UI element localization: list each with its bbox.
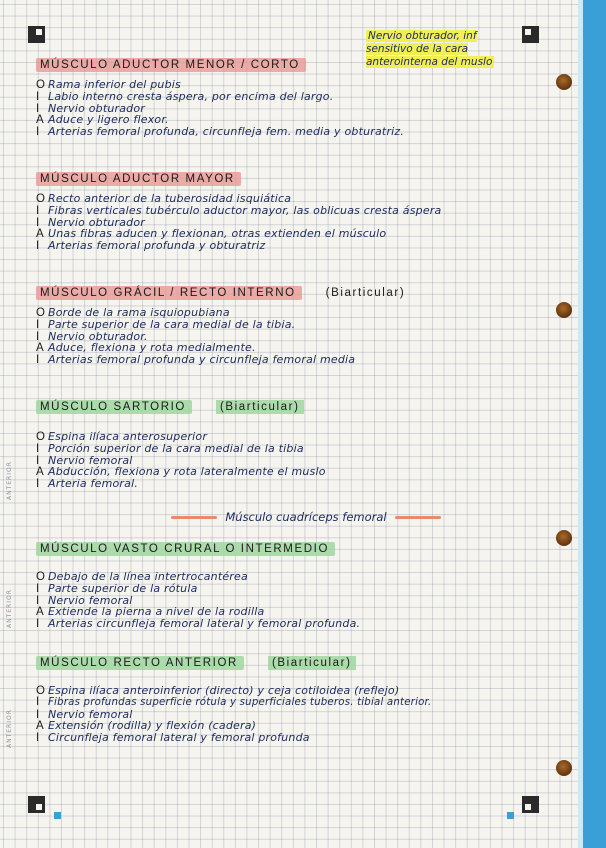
section-heading	[36, 540, 556, 558]
item-letter: I	[36, 204, 40, 217]
item-text: Rama inferior del pubis	[48, 78, 181, 91]
item-text: Abducción, flexiona y rota lateralmente el muslo	[48, 465, 326, 479]
list-item	[36, 617, 556, 629]
section-title: MÚSCULO SARTORIO	[36, 400, 192, 414]
section-heading	[36, 398, 556, 416]
list-item	[36, 465, 556, 477]
item-text: Recto anterior de la tuberosidad isquiática	[48, 192, 292, 205]
item-text: Nervio femoral	[48, 453, 133, 467]
list-item	[36, 204, 556, 216]
binder-hole	[556, 760, 572, 776]
section-items	[36, 306, 556, 365]
item-text: Extiende la pierna a nivel de la rodilla	[48, 605, 265, 619]
item-letter: I	[36, 594, 40, 607]
list-item	[36, 78, 556, 90]
item-letter: A	[36, 342, 44, 355]
corner-marker-icon	[28, 796, 45, 813]
list-item	[36, 582, 556, 594]
list-item	[36, 605, 556, 617]
item-text: Parte superior de la cara medial de la tibia.	[48, 317, 296, 331]
item-text: Nervio femoral	[48, 707, 133, 721]
item-text: Fibras verticales tubérculo aductor mayor, las oblicuas cresta áspera	[48, 203, 442, 217]
item-letter: O	[36, 431, 45, 443]
corner-marker-icon	[28, 26, 45, 43]
section-items	[36, 78, 556, 137]
item-letter: O	[36, 79, 45, 91]
item-text: Extensión (rodilla) y flexión (cadera)	[48, 719, 257, 733]
list-item	[36, 227, 556, 239]
subheading-cuadriceps	[146, 510, 466, 524]
list-item	[36, 442, 556, 454]
section-heading	[36, 56, 556, 74]
section-recto-anterior	[36, 654, 556, 743]
section-heading	[36, 284, 556, 302]
item-text: Aduce, flexiona y rota medialmente.	[48, 341, 256, 355]
blue-square-marker	[507, 812, 514, 819]
list-item	[36, 430, 556, 442]
list-item	[36, 477, 556, 489]
list-item	[36, 341, 556, 353]
section-heading	[36, 170, 556, 188]
item-letter: I	[36, 318, 40, 331]
section-items	[36, 570, 556, 629]
list-item	[36, 125, 556, 137]
item-letter: O	[36, 685, 45, 697]
item-text: Arterias femoral profunda y obturatriz	[48, 239, 266, 253]
binder-hole	[556, 74, 572, 90]
item-letter: I	[36, 454, 40, 467]
item-text: Borde de la rama isquiopubiana	[48, 306, 230, 319]
margin-label: ANTERIOR	[6, 589, 13, 628]
section-tag: (Biarticular)	[268, 656, 356, 670]
decorative-bar	[171, 516, 217, 519]
item-text: Porción superior de la cara medial de la tibia	[48, 441, 304, 455]
item-letter: A	[36, 606, 44, 619]
section-items	[36, 192, 556, 251]
item-letter: I	[36, 732, 40, 745]
section-gracil	[36, 284, 556, 365]
section-sartorio	[36, 398, 556, 489]
item-text: Arterias circunfleja femoral lateral y femoral profunda.	[48, 617, 361, 631]
blue-square-marker	[54, 812, 61, 819]
section-title: MÚSCULO ADUCTOR MENOR / CORTO	[36, 58, 306, 72]
item-text: Nervio femoral	[48, 593, 133, 607]
item-letter: I	[36, 708, 40, 721]
section-title: MÚSCULO ADUCTOR MAYOR	[36, 172, 241, 186]
list-item	[36, 102, 556, 114]
list-item	[36, 731, 556, 743]
item-letter: I	[36, 330, 40, 343]
section-tag: (Biarticular)	[216, 400, 304, 414]
item-letter: O	[36, 307, 45, 319]
section-vasto-crural	[36, 540, 556, 629]
list-item	[36, 318, 556, 330]
item-text: Circunfleja femoral lateral y femoral profunda	[48, 731, 310, 745]
list-item	[36, 113, 556, 125]
section-items	[36, 430, 556, 489]
section-heading	[36, 654, 556, 672]
list-item	[36, 696, 556, 708]
item-text: Nervio obturador	[48, 101, 146, 115]
item-text: Fibras profundas superficie rótula y superficiales tuberos. tibial anterior.	[48, 696, 432, 708]
list-item	[36, 719, 556, 731]
item-letter: I	[36, 582, 40, 595]
item-letter: A	[36, 720, 44, 733]
list-item	[36, 454, 556, 466]
item-text: Arterias femoral profunda, circunfleja fem. media y obturatriz.	[48, 125, 405, 139]
item-letter: I	[36, 240, 40, 253]
list-item	[36, 684, 556, 696]
item-text: Unas fibras aducen y flexionan, otras extienden el músculo	[48, 227, 387, 241]
section-title: MÚSCULO RECTO ANTERIOR	[36, 656, 244, 670]
item-letter: A	[36, 466, 44, 479]
item-text: Labio interno cresta áspera, por encima del largo.	[48, 89, 334, 103]
margin-label: ANTERIOR	[6, 461, 13, 500]
section-tag: (Biarticular)	[325, 287, 406, 299]
list-item	[36, 594, 556, 606]
notebook-binding-strip	[578, 0, 606, 848]
item-letter: I	[36, 90, 40, 103]
item-letter: O	[36, 571, 45, 583]
binder-hole	[556, 530, 572, 546]
item-text: Arterias femoral profunda y circunfleja femoral media	[48, 353, 356, 367]
binder-hole	[556, 302, 572, 318]
section-items	[36, 684, 556, 743]
item-letter: I	[36, 618, 40, 631]
list-item	[36, 330, 556, 342]
item-letter: I	[36, 478, 40, 491]
list-item	[36, 353, 556, 365]
item-text: Espina ilíaca anteroinferior (directo) y ceja cotiloidea (reflejo)	[48, 684, 400, 697]
item-letter: A	[36, 114, 44, 127]
item-text: Nervio obturador.	[48, 329, 148, 343]
section-aductor-menor	[36, 56, 556, 137]
list-item	[36, 90, 556, 102]
item-text: Parte superior de la rótula	[48, 581, 198, 595]
section-aductor-mayor	[36, 170, 556, 251]
list-item	[36, 216, 556, 228]
side-note-text: Nervio obturador, inf sensitivo de la cara anterointerna del muslo	[366, 30, 493, 68]
list-item	[36, 192, 556, 204]
subheading-label: Músculo cuadríceps femoral	[225, 510, 387, 524]
margin-label: ANTERIOR	[6, 709, 13, 748]
list-item	[36, 239, 556, 251]
item-letter: O	[36, 193, 45, 205]
item-letter: I	[36, 126, 40, 139]
item-text: Nervio obturador	[48, 215, 146, 229]
item-letter: I	[36, 216, 40, 229]
item-letter: I	[36, 442, 40, 455]
item-letter: I	[36, 695, 40, 708]
item-text: Espina ilíaca anterosuperior	[48, 430, 208, 443]
item-text: Arteria femoral.	[48, 477, 139, 491]
item-letter: I	[36, 354, 40, 367]
list-item	[36, 306, 556, 318]
item-letter: A	[36, 228, 44, 241]
list-item	[36, 708, 556, 720]
item-letter: I	[36, 102, 40, 115]
item-text: Aduce y ligero flexor.	[48, 113, 169, 127]
section-title: MÚSCULO GRÁCIL / RECTO INTERNO	[36, 286, 302, 300]
item-text: Debajo de la línea intertrocantérea	[48, 570, 248, 583]
corner-marker-icon	[522, 796, 539, 813]
section-title: MÚSCULO VASTO CRURAL O INTERMEDIO	[36, 542, 335, 556]
decorative-bar	[395, 516, 441, 519]
list-item	[36, 570, 556, 582]
